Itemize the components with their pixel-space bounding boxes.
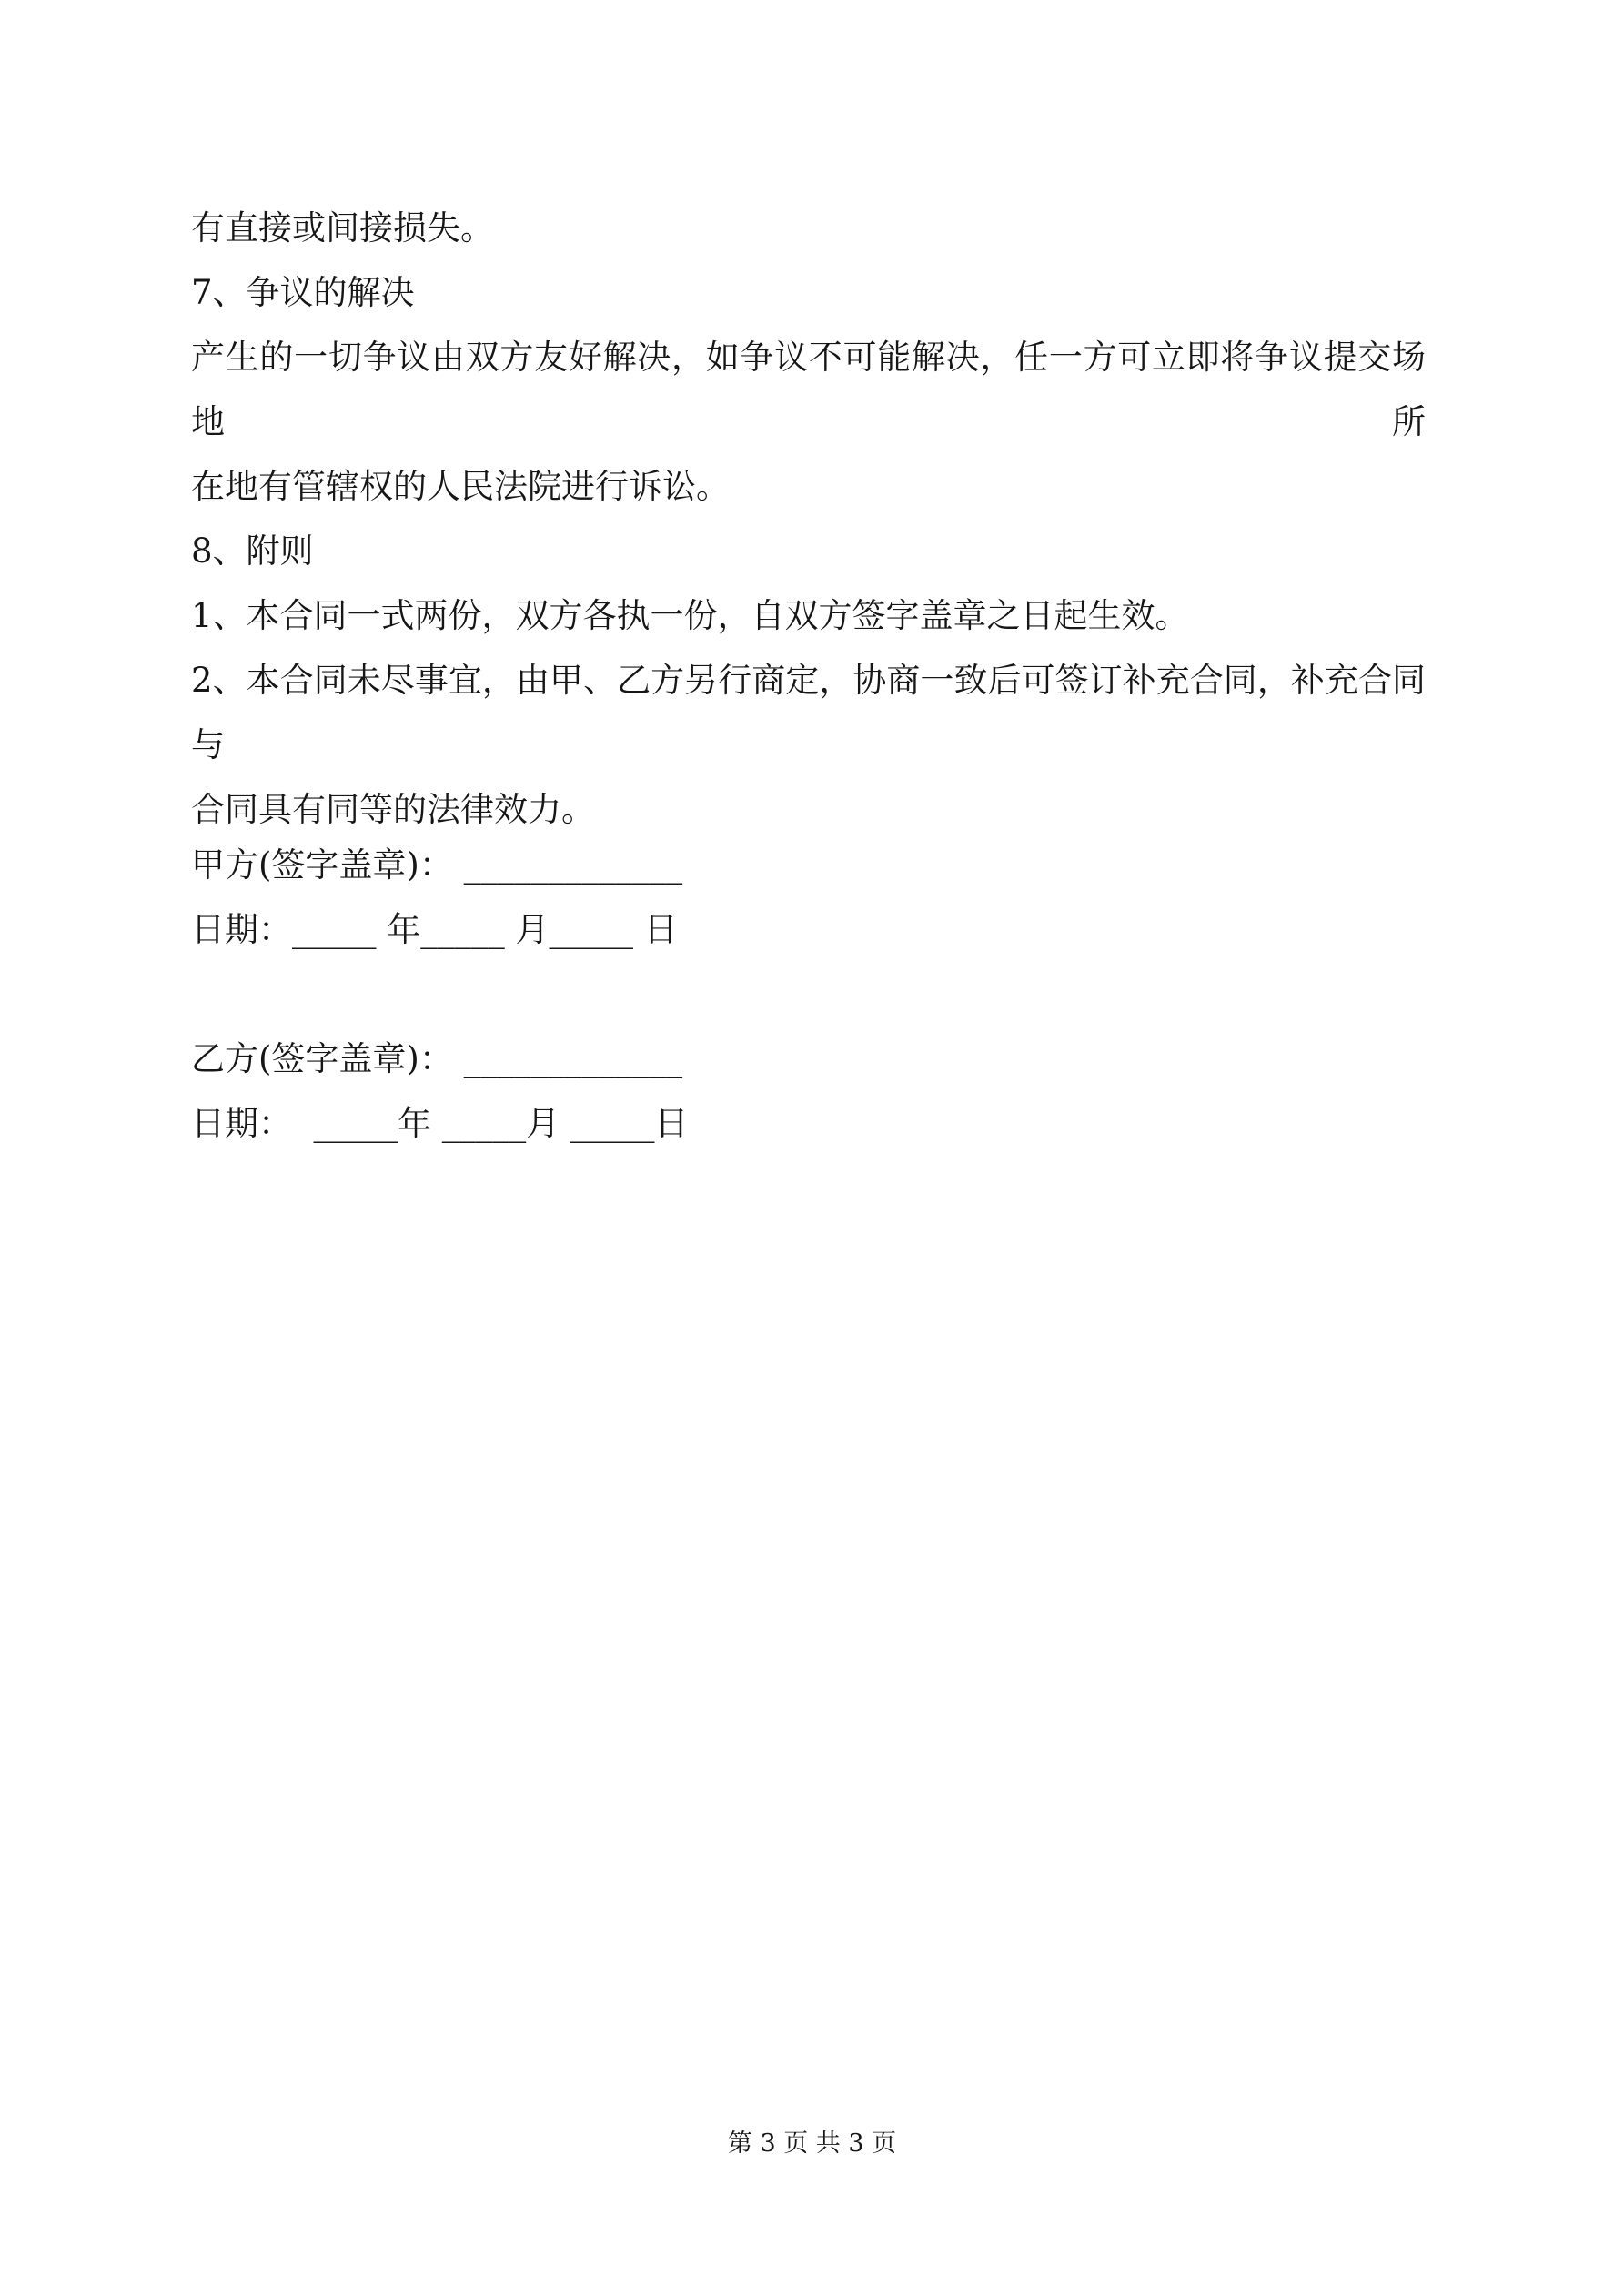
party-b-date-line: 日期： _____年 _____月 _____日 (191, 1104, 689, 1143)
party-a-sign-line: 甲方(签字盖章)： _____________ (191, 845, 683, 885)
body-line-dispute-2: 在地有管辖权的人民法院进行诉讼。 (191, 467, 730, 506)
body-line-annex-item1: 1、本合同一式两份，双方各执一份，自双方签字盖章之日起生效。 (191, 596, 1189, 635)
party-a-date-line: 日期：_____ 年_____ 月_____ 日 (191, 910, 678, 949)
body-line-clause7-heading: 7、争议的解决 (191, 273, 415, 312)
party-b-signature-block (191, 1027, 689, 1156)
contract-body (191, 196, 1426, 842)
page-number-footer: 第 3 页 共 3 页 (727, 2129, 897, 2158)
body-line-loss-continuation: 有直接或间接损失。 (191, 208, 494, 248)
body-line-clause8-heading: 8、附则 (191, 531, 314, 571)
party-b-sign-line: 乙方(签字盖章)： _____________ (191, 1039, 683, 1078)
body-line-annex-item2-1: 2、本合同未尽事宜，由甲、乙方另行商定，协商一致后可签订补充合同，补充合同与 (191, 661, 1426, 764)
party-a-signature-block (191, 833, 682, 962)
body-line-dispute-1: 产生的一切争议由双方友好解决，如争议不可能解决，任一方可立即将争议提交场地所 (191, 338, 1426, 441)
body-line-annex-item2-2: 合同具有同等的法律效力。 (191, 790, 595, 829)
